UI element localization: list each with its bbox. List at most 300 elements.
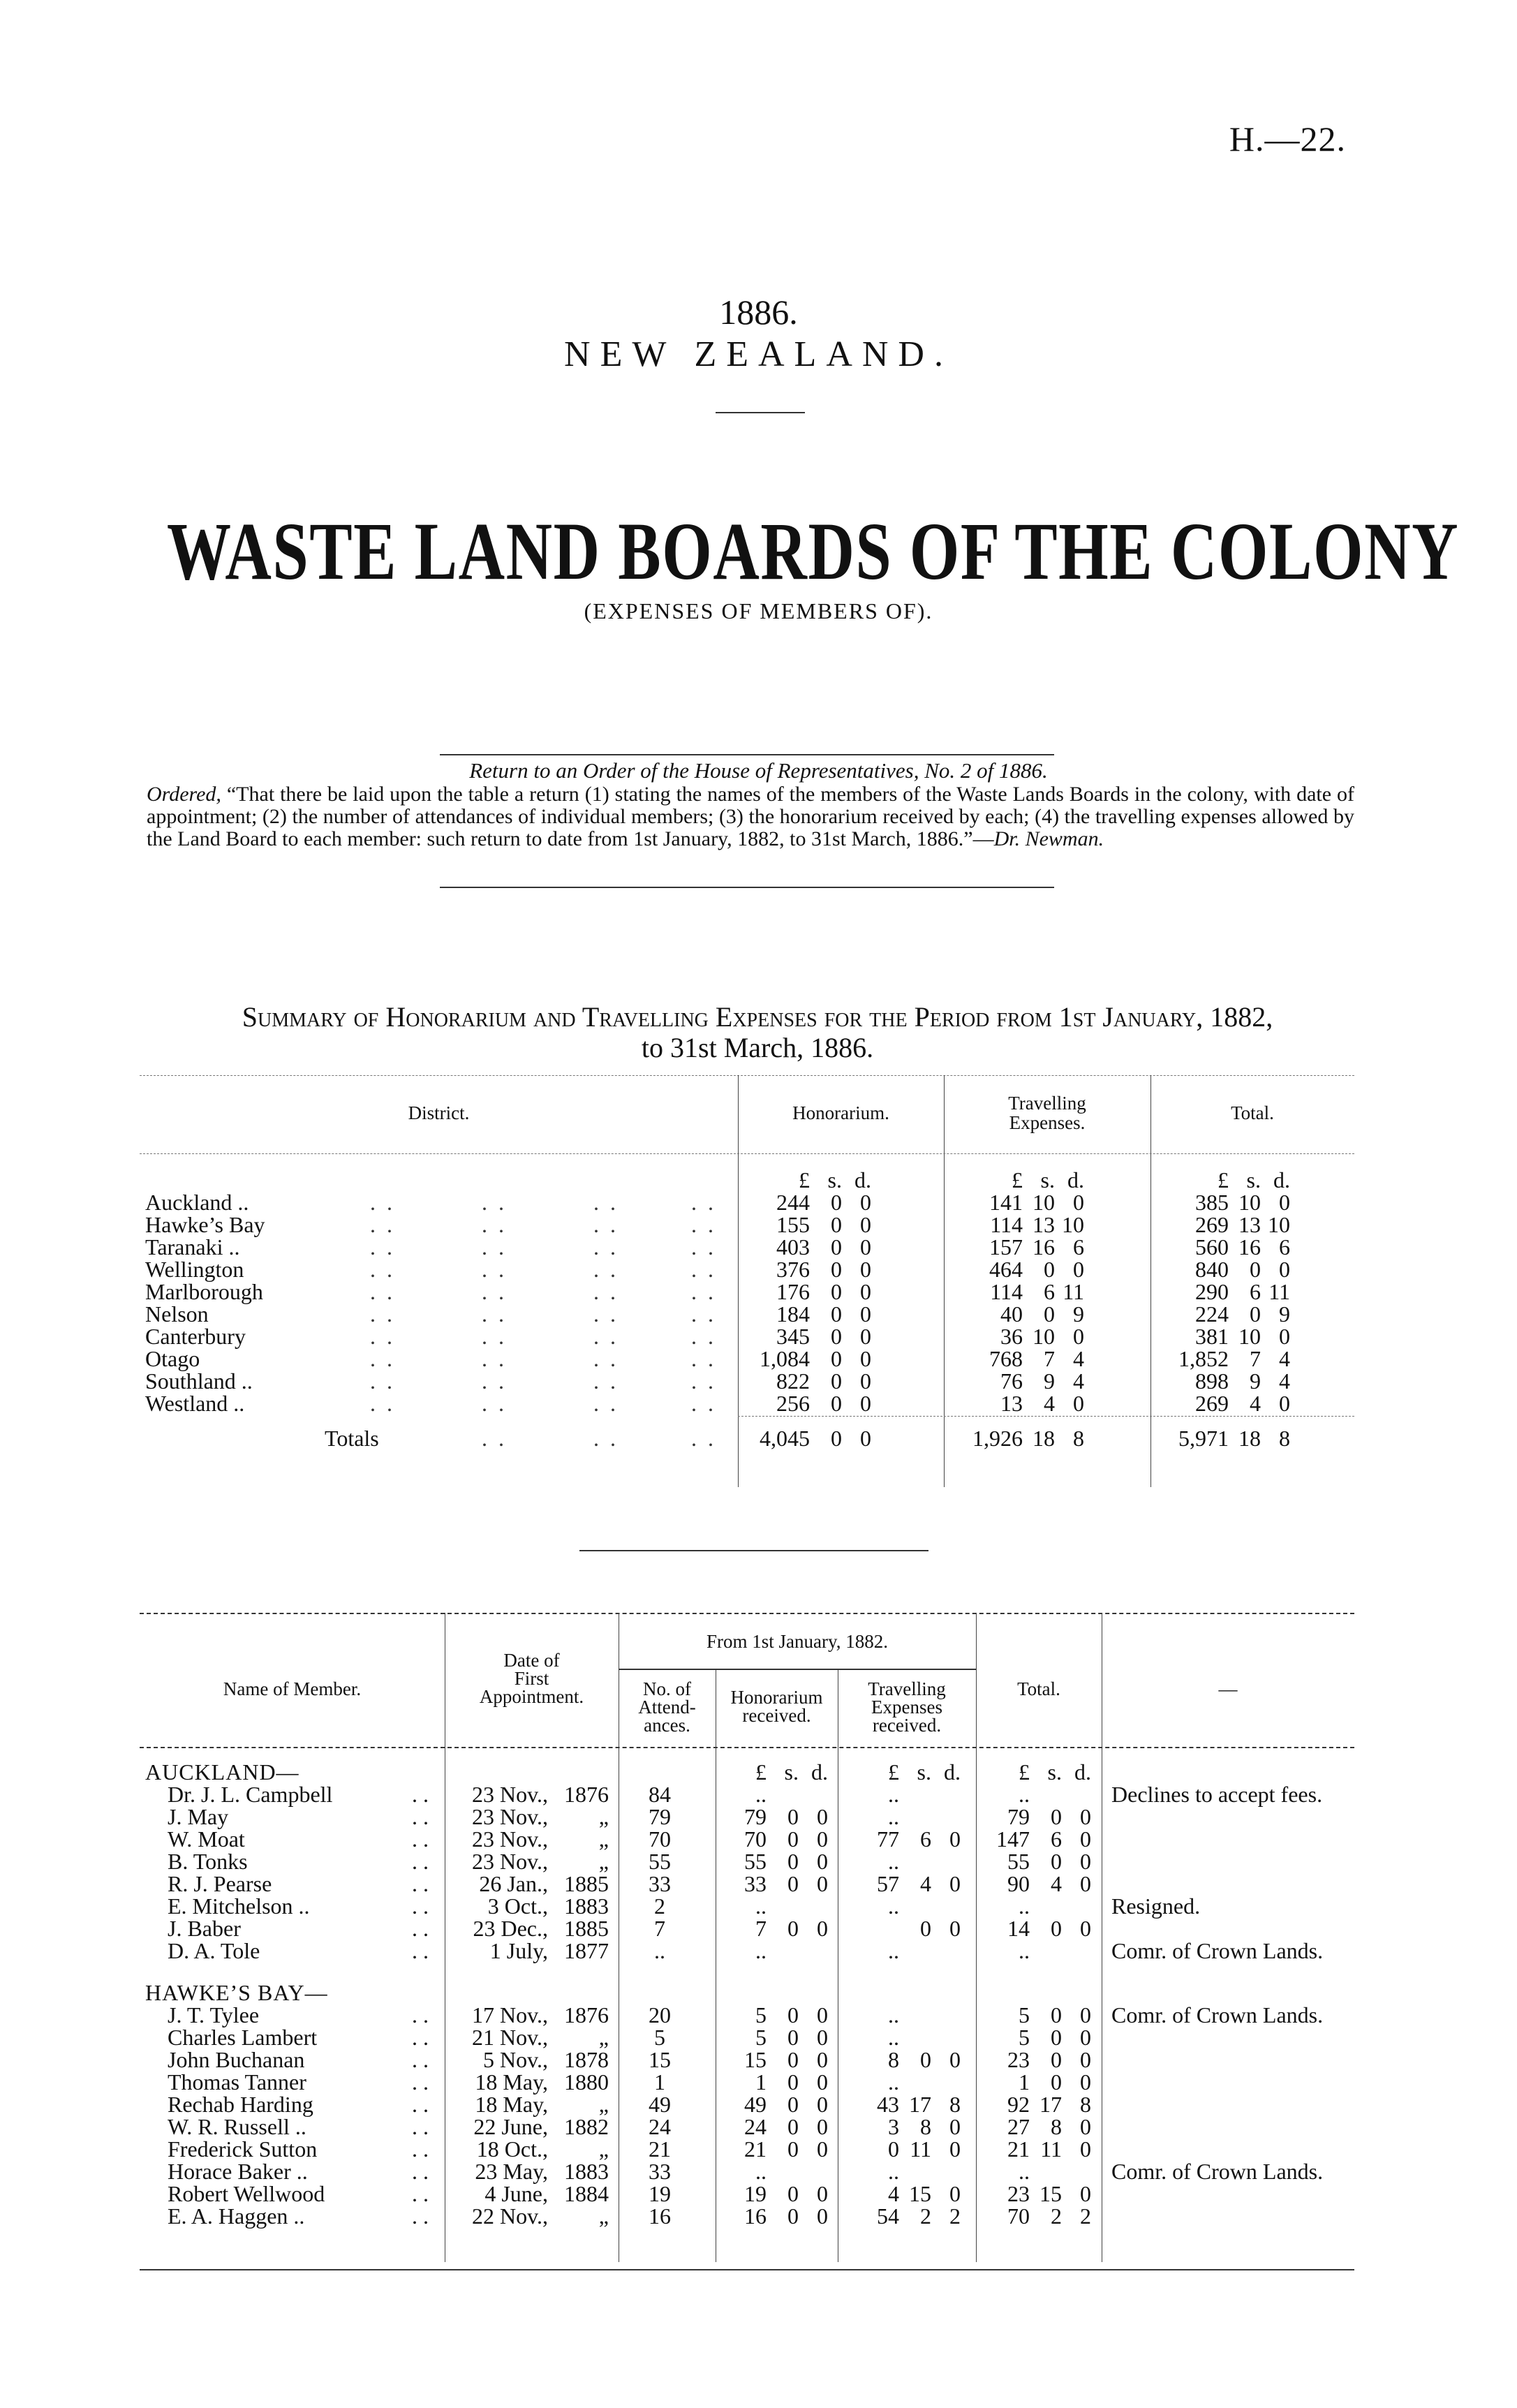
unit-hon-pounds: £ <box>799 1167 810 1192</box>
leader-dots: . . <box>412 2203 429 2229</box>
honorarium-shillings: 0 <box>831 1190 842 1215</box>
member-row <box>140 2181 1354 2206</box>
header-trav-line1: Travelling <box>868 1678 946 1699</box>
header-from: From 1st January, 1882. <box>706 1631 888 1652</box>
member-row <box>140 1893 1354 1919</box>
appointment-year: „ <box>598 1849 609 1874</box>
leader-dots: . . <box>593 1212 619 1237</box>
member-total-pence: 0 <box>1080 2047 1091 2072</box>
totals-travelling-pence: 8 <box>1073 1426 1084 1451</box>
return-line: Return to an Order of the House of Representatives, No. 2 of 1886. <box>469 758 1048 783</box>
member-travelling-pounds: 54 <box>877 2203 899 2229</box>
total-shillings: 7 <box>1250 1346 1261 1371</box>
member-travelling-pounds: 0 <box>888 2136 899 2162</box>
travelling-shillings: 10 <box>1033 1190 1055 1215</box>
member-honorarium-pence: 0 <box>817 1826 828 1852</box>
unit-trav-pence: d. <box>1067 1167 1084 1192</box>
member-honorarium-shillings: 0 <box>787 2181 799 2206</box>
honorarium-pounds: 1,084 <box>760 1346 810 1371</box>
member-honorarium-pence: 0 <box>817 2025 828 2050</box>
total-pounds: 385 <box>1195 1190 1229 1215</box>
total-shillings: 13 <box>1238 1212 1261 1237</box>
member-travelling-pounds: .. <box>888 1782 899 1807</box>
leader-dots: . . <box>412 2002 429 2027</box>
document-year: 1886. <box>719 293 798 332</box>
header-honorarium: Honorarium. <box>792 1102 889 1123</box>
travelling-pounds: 76 <box>1000 1368 1023 1394</box>
member-honorarium-shillings: 0 <box>787 2025 799 2050</box>
attendances: 79 <box>649 1804 671 1829</box>
appointment-year: 1882 <box>564 2114 609 2139</box>
leader-dots: . . <box>593 1301 619 1327</box>
summary-row <box>140 1279 1354 1304</box>
honorarium-shillings: 0 <box>831 1279 842 1304</box>
member-row <box>140 1782 1354 1807</box>
honorarium-pounds: 244 <box>776 1190 810 1215</box>
member-travelling-shillings: 15 <box>909 2181 931 2206</box>
leader-dots: . . <box>370 1279 395 1304</box>
attendances: 24 <box>649 2114 671 2139</box>
appointment-year: 1876 <box>564 2002 609 2027</box>
member-honorarium-pounds: 5 <box>755 2025 767 2050</box>
appointment-year: „ <box>598 2136 609 2162</box>
honorarium-shillings: 0 <box>831 1324 842 1349</box>
member-name: R. J. Pearse <box>168 1871 272 1896</box>
leader-dots: . . <box>370 1368 395 1394</box>
summary-row <box>140 1346 1354 1371</box>
from-rule <box>619 1669 976 1670</box>
member-row <box>140 1826 1354 1852</box>
member-total-pence: 0 <box>1080 1804 1091 1829</box>
appointment-date: 5 Nov., <box>482 2047 548 2072</box>
member-honorarium-pounds: .. <box>755 1782 767 1807</box>
totals-total-pence: 8 <box>1279 1426 1290 1451</box>
leader-dots: . . <box>482 1301 507 1327</box>
member-honorarium-shillings: 0 <box>787 2136 799 2162</box>
member-honorarium-pence: 0 <box>817 2136 828 2162</box>
appointment-date: 22 June, <box>473 2114 548 2139</box>
leader-dots: . . <box>412 1826 429 1852</box>
member-total-pounds: 27 <box>1007 2114 1030 2139</box>
member-total-pounds: 1 <box>1019 2069 1030 2095</box>
travelling-pounds: 36 <box>1000 1324 1023 1349</box>
member-unit-2-pence: d. <box>1074 1759 1091 1785</box>
attendances: 15 <box>649 2047 671 2072</box>
total-pounds: 840 <box>1195 1257 1229 1282</box>
honorarium-pence: 0 <box>860 1368 871 1394</box>
member-travelling-pounds: 57 <box>877 1871 899 1896</box>
appointment-year: „ <box>598 2092 609 2117</box>
leader-dots: . . <box>691 1190 716 1215</box>
leader-dots: . . <box>482 1212 507 1237</box>
member-remark: Comr. of Crown Lands. <box>1111 2159 1324 2184</box>
member-honorarium-shillings: 0 <box>787 1804 799 1829</box>
member-travelling-pence: 0 <box>949 2181 961 2206</box>
member-honorarium-pounds: .. <box>755 1938 767 1963</box>
ordered-by: Dr. Newman. <box>993 827 1104 850</box>
member-total-pounds: 90 <box>1007 1871 1030 1896</box>
travelling-shillings: 0 <box>1044 1301 1055 1327</box>
member-total-pence: 2 <box>1080 2203 1091 2229</box>
member-remark: Comr. of Crown Lands. <box>1111 2002 1324 2027</box>
travelling-pounds: 768 <box>989 1346 1023 1371</box>
member-travelling-pence: 0 <box>949 1826 961 1852</box>
appointment-date: 21 Nov., <box>471 2025 548 2050</box>
member-honorarium-pounds: 55 <box>744 1849 767 1874</box>
summary-row <box>140 1391 1354 1416</box>
leader-dots: . . <box>482 1391 507 1416</box>
member-travelling-shillings: 0 <box>920 1916 931 1941</box>
appointment-date: 18 Oct., <box>476 2136 548 2162</box>
travelling-pounds: 157 <box>989 1234 1023 1260</box>
total-shillings: 4 <box>1250 1391 1261 1416</box>
member-name: Thomas Tanner <box>168 2069 306 2095</box>
attendances: 70 <box>649 1826 671 1852</box>
district-section-heading: AUCKLAND— <box>145 1759 299 1785</box>
leader-dots: . . <box>412 2159 429 2184</box>
summary-row <box>140 1301 1354 1327</box>
header-att-line1: No. of <box>643 1678 691 1699</box>
member-honorarium-shillings: 0 <box>787 2069 799 2095</box>
attendances: 33 <box>649 1871 671 1896</box>
member-honorarium-shillings: 0 <box>787 2092 799 2117</box>
total-pence: 6 <box>1279 1234 1290 1260</box>
member-name: Rechab Harding <box>168 2092 313 2117</box>
attendances: 7 <box>654 1916 665 1941</box>
member-honorarium-pounds: 16 <box>744 2203 767 2229</box>
attendances: 16 <box>649 2203 671 2229</box>
member-travelling-pounds: .. <box>888 2025 899 2050</box>
member-unit-1-pence: d. <box>944 1759 961 1785</box>
member-name: Charles Lambert <box>168 2025 318 2050</box>
member-honorarium-pence: 0 <box>817 2181 828 2206</box>
member-total-pence: 0 <box>1080 2136 1091 2162</box>
member-honorarium-pence: 0 <box>817 1916 828 1941</box>
summary-totals-row <box>140 1426 1354 1451</box>
member-name: E. A. Haggen .. <box>168 2203 305 2229</box>
order-bottom-rule <box>440 887 1054 888</box>
attendances: 21 <box>649 2136 671 2162</box>
member-name: John Buchanan <box>168 2047 305 2072</box>
member-honorarium-pounds: 79 <box>744 1804 767 1829</box>
appointment-date: 23 May, <box>475 2159 548 2184</box>
member-honorarium-pounds: 21 <box>744 2136 767 2162</box>
member-total-shillings: 11 <box>1040 2136 1062 2162</box>
leader-dots: . . <box>370 1257 395 1282</box>
appointment-date: 3 Oct., <box>487 1893 548 1919</box>
leader-dots: . . <box>593 1279 619 1304</box>
leader-dots: . . <box>593 1190 619 1215</box>
honorarium-pounds: 256 <box>776 1391 810 1416</box>
appointment-date: 23 Nov., <box>471 1826 548 1852</box>
total-pence: 0 <box>1279 1190 1290 1215</box>
unit-total-pence: d. <box>1273 1167 1290 1192</box>
unit-total-pounds: £ <box>1218 1167 1229 1192</box>
honorarium-pence: 0 <box>860 1324 871 1349</box>
header-name: Name of Member. <box>223 1678 362 1699</box>
travelling-pence: 11 <box>1063 1279 1084 1304</box>
leader-dots: . . <box>482 1190 507 1215</box>
appointment-year: 1878 <box>564 2047 609 2072</box>
district-name: Otago <box>145 1346 200 1371</box>
district-name: Canterbury <box>145 1324 246 1349</box>
member-total-shillings: 4 <box>1051 1871 1062 1896</box>
header-remarks: — <box>1218 1678 1238 1699</box>
leader-dots: . . <box>593 1426 619 1451</box>
summary-units-row <box>140 1167 1354 1190</box>
member-honorarium-pence: 0 <box>817 1871 828 1896</box>
member-total-pounds: 79 <box>1007 1804 1030 1829</box>
appointment-year: „ <box>598 1826 609 1852</box>
appointment-year: 1884 <box>564 2181 609 2206</box>
member-unit-1-pounds: £ <box>888 1759 899 1785</box>
header-attendances <box>619 1680 716 1734</box>
travelling-pence: 0 <box>1073 1257 1084 1282</box>
district-name: Southland .. <box>145 1368 253 1394</box>
leader-dots: . . <box>593 1368 619 1394</box>
member-row <box>140 2047 1354 2072</box>
member-row <box>140 2114 1354 2139</box>
member-total-shillings: 0 <box>1051 2002 1062 2027</box>
travelling-pounds: 114 <box>990 1212 1023 1237</box>
honorarium-shillings: 0 <box>831 1368 842 1394</box>
honorarium-pence: 0 <box>860 1257 871 1282</box>
member-travelling-pounds: 4 <box>888 2181 899 2206</box>
travelling-pounds: 40 <box>1000 1301 1023 1327</box>
member-name: W. R. Russell .. <box>168 2114 306 2139</box>
member-total-pence: 0 <box>1080 1826 1091 1852</box>
attendances: 2 <box>654 1893 665 1919</box>
member-travelling-shillings: 2 <box>920 2203 931 2229</box>
summary-title-line1: Summary of Honorarium and Travelling Expenses for the Period from 1st January, 1882, <box>242 1001 1273 1033</box>
honorarium-pence: 0 <box>860 1212 871 1237</box>
member-travelling-pence: 0 <box>949 2136 961 2162</box>
leader-dots: . . <box>691 1426 716 1451</box>
attendances: .. <box>654 1938 665 1963</box>
member-travelling-pence: 0 <box>949 1871 961 1896</box>
travelling-shillings: 6 <box>1044 1279 1055 1304</box>
member-row <box>140 2203 1354 2229</box>
member-honorarium-shillings: 0 <box>787 2002 799 2027</box>
member-total-pence: 0 <box>1080 1849 1091 1874</box>
leader-dots: . . <box>412 1849 429 1874</box>
member-honorarium-pence: 0 <box>817 2047 828 2072</box>
members-units-row <box>140 1759 1354 1785</box>
honorarium-pounds: 403 <box>776 1234 810 1260</box>
member-total-shillings: 15 <box>1039 2181 1062 2206</box>
member-total-pence: 0 <box>1080 2069 1091 2095</box>
leader-dots: . . <box>370 1212 395 1237</box>
member-honorarium-shillings: 0 <box>787 2114 799 2139</box>
travelling-shillings: 7 <box>1044 1346 1055 1371</box>
leader-dots: . . <box>412 2047 429 2072</box>
member-travelling-pounds: 77 <box>877 1826 899 1852</box>
member-honorarium-pence: 0 <box>817 2069 828 2095</box>
member-total-shillings: 0 <box>1051 2025 1062 2050</box>
member-total-pounds: 21 <box>1007 2136 1030 2162</box>
appointment-year: „ <box>598 1804 609 1829</box>
member-name: J. T. Tylee <box>168 2002 260 2027</box>
member-travelling-pounds: .. <box>888 1804 899 1829</box>
member-remark: Comr. of Crown Lands. <box>1111 1938 1324 1963</box>
attendances: 84 <box>649 1782 671 1807</box>
member-row <box>140 1804 1354 1829</box>
member-row <box>140 2069 1354 2095</box>
member-honorarium-pounds: 5 <box>755 2002 767 2027</box>
summary-title <box>140 1002 1375 1063</box>
district-name: Westland .. <box>145 1391 245 1416</box>
header-travelling <box>944 1093 1150 1132</box>
total-shillings: 6 <box>1250 1279 1261 1304</box>
member-total-pence: 0 <box>1080 2002 1091 2027</box>
leader-dots: . . <box>482 1234 507 1260</box>
honorarium-pence: 0 <box>860 1391 871 1416</box>
order-top-rule <box>440 754 1054 755</box>
page-title: WASTE LAND BOARDS OF THE COLONY <box>167 505 1460 597</box>
leader-dots: . . <box>412 1916 429 1941</box>
member-remark: Resigned. <box>1111 1893 1201 1919</box>
member-honorarium-shillings: 0 <box>787 2203 799 2229</box>
travelling-pence: 4 <box>1073 1368 1084 1394</box>
member-remark: Declines to accept fees. <box>1111 1782 1323 1807</box>
leader-dots: . . <box>691 1279 716 1304</box>
leader-dots: . . <box>691 1346 716 1371</box>
header-trav-received <box>838 1680 976 1734</box>
member-travelling-pounds: 8 <box>888 2047 899 2072</box>
member-travelling-shillings: 4 <box>920 1871 931 1896</box>
header-date-line3: Appointment. <box>479 1686 584 1707</box>
total-pounds: 1,852 <box>1178 1346 1229 1371</box>
appointment-date: 4 June, <box>484 2181 548 2206</box>
summary-title-line2: to 31st March, 1886. <box>641 1032 874 1063</box>
member-total-shillings: 8 <box>1051 2114 1062 2139</box>
total-pounds: 898 <box>1195 1368 1229 1394</box>
member-unit-2-shillings: s. <box>1047 1759 1062 1785</box>
member-honorarium-pounds: 70 <box>744 1826 767 1852</box>
appointment-year: „ <box>598 2025 609 2050</box>
travelling-shillings: 4 <box>1044 1391 1055 1416</box>
attendances: 5 <box>654 2025 665 2050</box>
appointment-date: 1 July, <box>489 1938 548 1963</box>
member-total-shillings: 0 <box>1051 1804 1062 1829</box>
leader-dots: . . <box>370 1346 395 1371</box>
member-total-pounds: 23 <box>1007 2047 1030 2072</box>
total-pence: 9 <box>1279 1301 1290 1327</box>
honorarium-shillings: 0 <box>831 1391 842 1416</box>
member-total-pence: 0 <box>1080 2114 1091 2139</box>
district-name: Taranaki .. <box>145 1234 240 1260</box>
member-travelling-pounds: .. <box>888 1938 899 1963</box>
member-total-shillings: 0 <box>1051 1916 1062 1941</box>
summary-row <box>140 1257 1354 1282</box>
honorarium-pounds: 184 <box>776 1301 810 1327</box>
member-unit-2-pounds: £ <box>1019 1759 1030 1785</box>
member-total-pence: 8 <box>1080 2092 1091 2117</box>
travelling-pence: 4 <box>1073 1346 1084 1371</box>
member-unit-1-shillings: s. <box>917 1759 931 1785</box>
header-member-total: Total. <box>1017 1678 1060 1699</box>
member-total-shillings: 0 <box>1051 2069 1062 2095</box>
travelling-pence: 0 <box>1073 1190 1084 1215</box>
header-trav-line3: received. <box>872 1715 942 1736</box>
totals-travelling-shillings: 18 <box>1033 1426 1055 1451</box>
member-row <box>140 2136 1354 2162</box>
member-travelling-pence: 0 <box>949 2047 961 2072</box>
member-row <box>140 2002 1354 2025</box>
totals-total-pounds: 5,971 <box>1178 1426 1229 1451</box>
travelling-pence: 6 <box>1073 1234 1084 1260</box>
summary-totals-rule <box>738 1416 1354 1417</box>
honorarium-pounds: 822 <box>776 1368 810 1394</box>
totals-label: Totals <box>325 1426 379 1451</box>
member-travelling-pence: 2 <box>949 2203 961 2229</box>
honorarium-shillings: 0 <box>831 1212 842 1237</box>
travelling-shillings: 13 <box>1033 1212 1055 1237</box>
member-honorarium-pence: 0 <box>817 2092 828 2117</box>
member-travelling-pounds: 3 <box>888 2114 899 2139</box>
travelling-pounds: 114 <box>990 1279 1023 1304</box>
member-honorarium-pence: 0 <box>817 2203 828 2229</box>
district-name: Hawke’s Bay <box>145 1212 265 1237</box>
member-honorarium-pounds: 7 <box>755 1916 767 1941</box>
leader-dots: . . <box>691 1368 716 1394</box>
summary-top-rule <box>140 1075 1354 1076</box>
totals-honorarium-pounds: 4,045 <box>760 1426 810 1451</box>
members-top-rule <box>140 1613 1354 1614</box>
leader-dots: . . <box>412 1871 429 1896</box>
travelling-pence: 10 <box>1062 1212 1084 1237</box>
member-total-shillings: 0 <box>1051 1849 1062 1874</box>
leader-dots: . . <box>691 1391 716 1416</box>
member-total-pounds: .. <box>1019 1782 1030 1807</box>
district-name: Nelson <box>145 1301 209 1327</box>
district-section-heading: HAWKE’S BAY— <box>145 1980 328 2005</box>
member-total-pence: 0 <box>1080 2025 1091 2050</box>
total-shillings: 9 <box>1250 1368 1261 1394</box>
member-row <box>140 2025 1354 2050</box>
leader-dots: . . <box>370 1234 395 1260</box>
total-pence: 4 <box>1279 1368 1290 1394</box>
travelling-shillings: 16 <box>1033 1234 1055 1260</box>
totals-honorarium-pence: 0 <box>860 1426 871 1451</box>
leader-dots: . . <box>412 2025 429 2050</box>
member-travelling-pence: 8 <box>949 2092 961 2117</box>
header-district: District. <box>408 1102 470 1123</box>
member-honorarium-pence: 0 <box>817 2114 828 2139</box>
member-travelling-pounds: .. <box>888 2159 899 2184</box>
total-pence: 11 <box>1268 1279 1290 1304</box>
total-pounds: 560 <box>1195 1234 1229 1260</box>
attendances: 1 <box>654 2069 665 2095</box>
leader-dots: . . <box>691 1234 716 1260</box>
honorarium-pence: 0 <box>860 1234 871 1260</box>
member-honorarium-pounds: 1 <box>755 2069 767 2095</box>
member-name: B. Tonks <box>168 1849 248 1874</box>
district-name: Auckland .. <box>145 1190 249 1215</box>
leader-dots: . . <box>593 1234 619 1260</box>
travelling-shillings: 10 <box>1033 1324 1055 1349</box>
attendances: 55 <box>649 1849 671 1874</box>
member-honorarium-pence: 0 <box>817 1849 828 1874</box>
appointment-date: 23 Nov., <box>471 1804 548 1829</box>
member-total-pounds: .. <box>1019 1893 1030 1919</box>
appointment-year: 1876 <box>564 1782 609 1807</box>
member-name: E. Mitchelson .. <box>168 1893 310 1919</box>
member-total-shillings: 6 <box>1051 1826 1062 1852</box>
member-honorarium-shillings: 0 <box>787 1916 799 1941</box>
member-travelling-pounds: .. <box>888 1893 899 1919</box>
total-pence: 4 <box>1279 1346 1290 1371</box>
